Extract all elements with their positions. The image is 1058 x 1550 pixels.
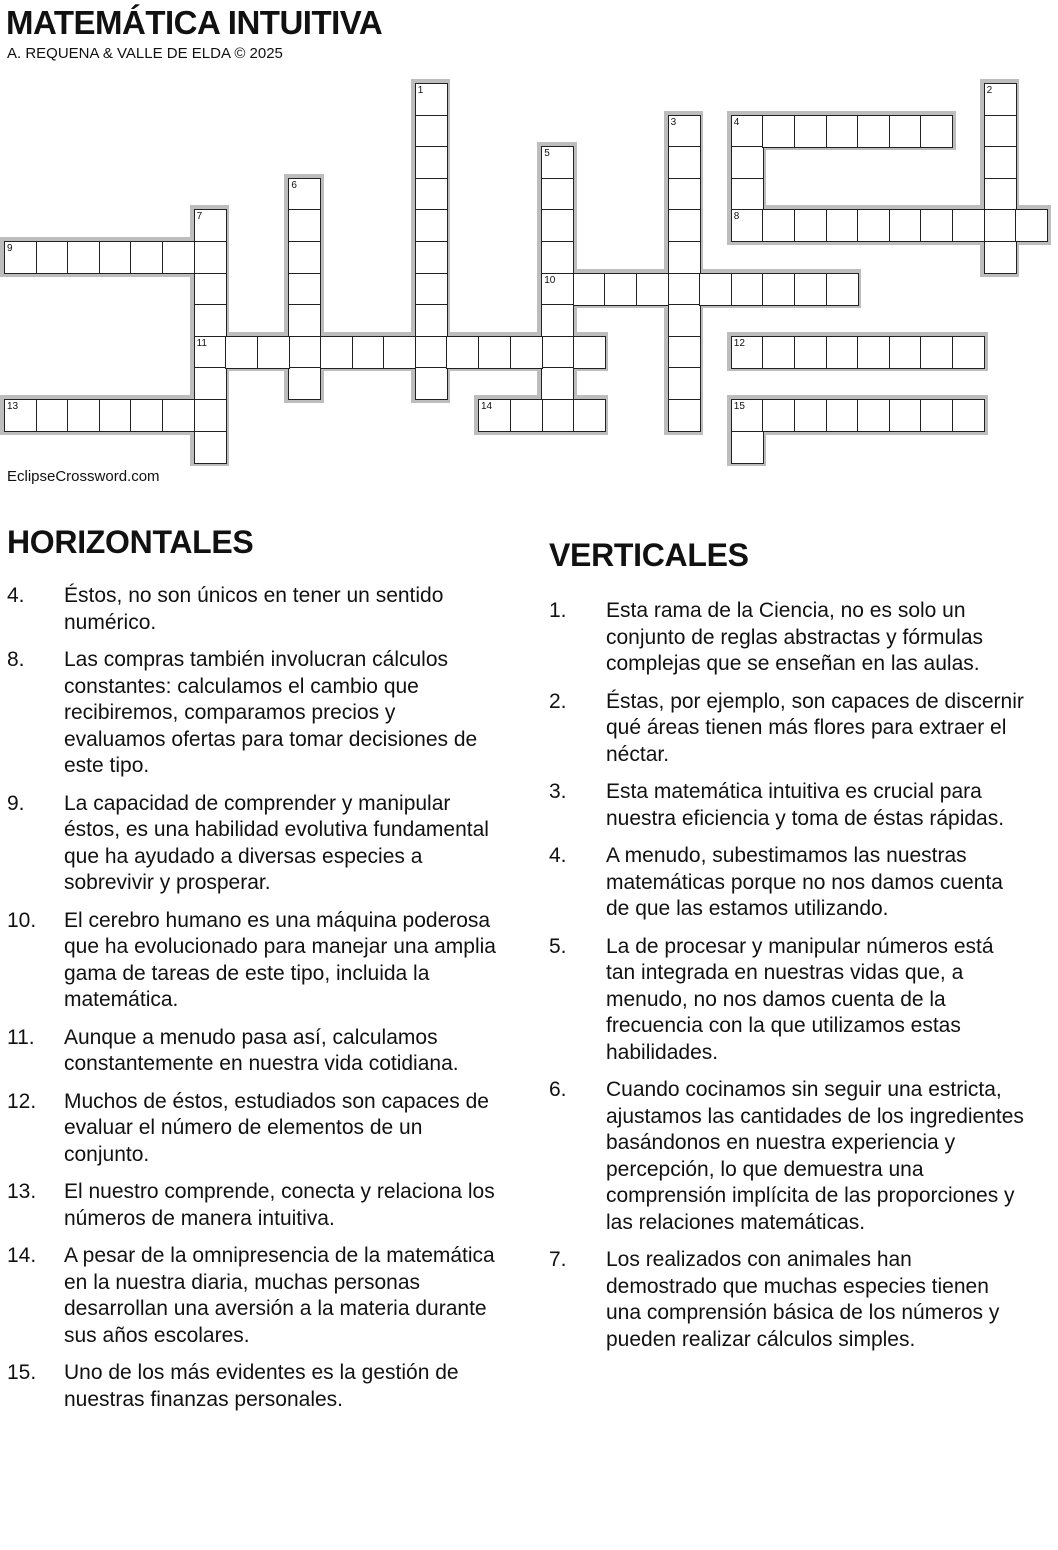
- cell-number: 9: [7, 243, 13, 254]
- grid-cell[interactable]: [99, 399, 132, 432]
- grid-cell[interactable]: [541, 304, 574, 337]
- cell-number: 10: [544, 274, 556, 286]
- grid-cell[interactable]: [446, 336, 479, 369]
- clue-number: 12.: [7, 1089, 37, 1113]
- grid-cell[interactable]: [699, 273, 732, 306]
- grid-cell[interactable]: [857, 336, 890, 369]
- grid-cell[interactable]: [762, 209, 795, 242]
- clue-text: Éstas, por ejemplo, son capaces de discernir qué áreas tienen más flores para extraer el néctar.: [606, 689, 1024, 766]
- clue-number: 14.: [7, 1244, 37, 1267]
- grid-cell[interactable]: [383, 336, 416, 369]
- grid-cell[interactable]: [194, 273, 227, 306]
- clue-text: El cerebro humano es una máquina poderosa que ha evolucionado para manejar una amplia gama de tareas de este tipo, incluida la matemática.: [64, 908, 496, 1011]
- down-clue: [549, 598, 1027, 678]
- grid-cell[interactable]: [478, 336, 511, 369]
- cell-number: 5: [544, 148, 550, 160]
- grid-cell[interactable]: [162, 241, 195, 274]
- grid-cell[interactable]: [636, 273, 669, 306]
- grid-cell[interactable]: [826, 115, 859, 148]
- clue-number: 7.: [549, 1248, 567, 1271]
- site-credit: EclipseCrossword.com: [7, 468, 160, 485]
- grid-cell[interactable]: [889, 115, 922, 148]
- down-clue-list: [549, 598, 1027, 1353]
- across-clues-section: [7, 524, 497, 1424]
- down-clue: [549, 689, 1027, 769]
- grid-cell[interactable]: [857, 209, 890, 242]
- across-clue: [7, 583, 497, 636]
- grid-cell[interactable]: [984, 178, 1017, 211]
- grid-cell[interactable]: [573, 399, 606, 432]
- grid-cell[interactable]: [415, 336, 448, 369]
- grid-cell[interactable]: [794, 209, 827, 242]
- across-clue: [7, 647, 497, 780]
- grid-cell[interactable]: [510, 399, 543, 432]
- clue-number: 3.: [549, 780, 567, 803]
- crossword-grid: [0, 0, 1058, 480]
- grid-cell[interactable]: [794, 273, 827, 306]
- grid-cell[interactable]: [826, 273, 859, 306]
- clue-number: 11.: [7, 1025, 35, 1049]
- grid-cell[interactable]: [668, 399, 701, 432]
- grid-cell[interactable]: [984, 146, 1017, 179]
- grid-cell[interactable]: [794, 336, 827, 369]
- grid-cell[interactable]: [794, 115, 827, 148]
- grid-cell[interactable]: [668, 367, 701, 400]
- grid-cell[interactable]: [889, 399, 922, 432]
- down-clue: [549, 1247, 1027, 1353]
- grid-cell[interactable]: [762, 115, 795, 148]
- clue-text: Los realizados con animales han demostrado que muchas especies tienen una comprensión básica de los números y pueden realizar cálculos simples.: [606, 1248, 1000, 1351]
- grid-cell[interactable]: [288, 273, 321, 306]
- grid-cell[interactable]: [1015, 209, 1048, 242]
- grid-cell[interactable]: [415, 273, 448, 306]
- clue-number: 5.: [549, 934, 567, 958]
- clue-text: Cuando cocinamos sin seguir una estricta, ajustamos las cantidades de los ingredientes basándonos en nuestra experiencia y percepción, lo que demuestra una comprensión implícita de las proporciones y las relaciones matemáticas.: [606, 1078, 1024, 1234]
- grid-cell[interactable]: [889, 209, 922, 242]
- cell-number: 1: [417, 85, 424, 96]
- grid-cell[interactable]: [415, 241, 448, 274]
- grid-cell[interactable]: [194, 304, 227, 337]
- grid-cell[interactable]: [541, 178, 574, 211]
- clue-text: Muchos de éstos, estudiados son capaces de evaluar el número de elementos de un conjunto.: [64, 1089, 489, 1166]
- grid-cell[interactable]: [288, 209, 321, 242]
- clue-text: A menudo, subestimamos las nuestras matemáticas porque no nos damos cuenta de que las estamos utilizando.: [606, 844, 1003, 920]
- across-clue: [7, 1243, 497, 1349]
- grid-cell[interactable]: [731, 431, 764, 464]
- clue-text: Aunque a menudo pasa así, calculamos constantemente en nuestra vida cotidiana.: [64, 1025, 459, 1075]
- cell-number: 12: [733, 337, 745, 349]
- grid-cell[interactable]: [668, 178, 701, 211]
- grid-cell[interactable]: [415, 209, 448, 242]
- across-clue: [7, 1179, 497, 1232]
- across-clue: [7, 1089, 497, 1169]
- clue-number: 4.: [549, 844, 567, 867]
- grid-cell[interactable]: [99, 241, 132, 274]
- cell-number: 11: [196, 337, 207, 349]
- grid-cell[interactable]: [257, 336, 290, 369]
- clue-text: Esta rama de la Ciencia, no es solo un conjunto de reglas abstractas y fórmulas complejas que se enseñan en las aulas.: [606, 599, 984, 675]
- down-clue: [549, 1077, 1027, 1236]
- grid-cell[interactable]: [762, 336, 795, 369]
- clue-number: 6.: [549, 1078, 567, 1101]
- grid-cell[interactable]: [288, 304, 321, 337]
- across-clue-list: [7, 583, 497, 1413]
- across-clue: [7, 908, 497, 1014]
- clue-number: 9.: [7, 791, 25, 815]
- grid-cell[interactable]: [194, 241, 227, 274]
- cell-number: 8: [733, 211, 740, 223]
- clue-number: 1.: [549, 599, 567, 622]
- page-title: MATEMÁTICA INTUITIVA: [6, 4, 383, 41]
- clue-text: A pesar de la omnipresencia de la matemática en la nuestra diaria, muchas personas desarrollan una aversión a la materia durante sus años escolares.: [64, 1244, 495, 1347]
- grid-cell[interactable]: [668, 273, 701, 306]
- grid-cell[interactable]: [731, 146, 764, 179]
- grid-cell[interactable]: [510, 336, 543, 369]
- clue-text: Esta matemática intuitiva es crucial para nuestra eficiencia y toma de éstas rápidas.: [606, 780, 1005, 830]
- grid-cell[interactable]: [984, 241, 1017, 274]
- grid-cell[interactable]: [320, 336, 353, 369]
- grid-cell[interactable]: [541, 367, 574, 400]
- down-heading: VERTICALES: [549, 537, 749, 573]
- grid-cell[interactable]: [288, 336, 321, 369]
- grid-cell[interactable]: [352, 336, 385, 369]
- clue-number: 10.: [7, 908, 37, 932]
- grid-cell[interactable]: [920, 115, 953, 148]
- grid-cell[interactable]: [731, 178, 764, 211]
- author-credit: A. REQUENA & VALLE DE ELDA © 2025: [7, 45, 283, 62]
- grid-cell[interactable]: [130, 241, 163, 274]
- across-clue: [7, 1025, 497, 1078]
- grid-cell[interactable]: [194, 367, 227, 400]
- grid-cell[interactable]: [194, 431, 227, 464]
- down-clue: [549, 779, 1027, 832]
- grid-cell[interactable]: [541, 241, 574, 274]
- grid-cell[interactable]: [415, 115, 448, 148]
- grid-cell[interactable]: [762, 399, 795, 432]
- cell-number: 14: [481, 401, 493, 412]
- grid-cell[interactable]: [541, 399, 574, 432]
- cell-number: 3: [670, 116, 677, 128]
- grid-cell[interactable]: [952, 336, 985, 369]
- clue-number: 8.: [7, 648, 25, 671]
- grid-cell[interactable]: [668, 241, 701, 274]
- grid-cell[interactable]: [36, 241, 69, 274]
- clue-text: La de procesar y manipular números está tan integrada en nuestras vidas que, a menudo, no nos damos cuenta de la frecuencia con la que utilizamos estas habilidades.: [606, 934, 994, 1064]
- clue-number: 15.: [7, 1361, 37, 1384]
- down-clues-section: [549, 537, 1027, 1364]
- grid-cell[interactable]: [36, 399, 69, 432]
- grid-cell[interactable]: [889, 336, 922, 369]
- grid-cell[interactable]: [952, 399, 985, 432]
- clue-text: Uno de los más evidentes es la gestión de nuestras finanzas personales.: [64, 1361, 459, 1411]
- across-heading: HORIZONTALES: [7, 524, 254, 560]
- grid-cell[interactable]: [857, 399, 890, 432]
- grid-cell[interactable]: [668, 146, 701, 179]
- down-clue: [549, 934, 1027, 1067]
- grid-cell[interactable]: [794, 399, 827, 432]
- grid-cell[interactable]: [541, 209, 574, 242]
- grid-cell[interactable]: [573, 273, 606, 306]
- grid-cell[interactable]: [541, 336, 574, 369]
- grid-cell[interactable]: [415, 146, 448, 179]
- grid-cell[interactable]: [573, 336, 606, 369]
- grid-cell[interactable]: [604, 273, 637, 306]
- grid-cell[interactable]: [731, 273, 764, 306]
- cell-number: 13: [7, 401, 19, 412]
- grid-cell[interactable]: [920, 399, 953, 432]
- grid-cell[interactable]: [67, 241, 100, 274]
- clue-text: El nuestro comprende, conecta y relaciona los números de manera intuitiva.: [64, 1180, 495, 1230]
- grid-cell[interactable]: [668, 304, 701, 337]
- grid-cell[interactable]: [952, 209, 985, 242]
- grid-cell[interactable]: [415, 367, 448, 400]
- grid-cell[interactable]: [288, 241, 321, 274]
- clue-text: Éstos, no son únicos en tener un sentido numérico.: [64, 584, 444, 634]
- grid-cell[interactable]: [920, 209, 953, 242]
- grid-cell[interactable]: [826, 336, 859, 369]
- grid-cell[interactable]: [288, 367, 321, 400]
- cell-number: 4: [733, 116, 740, 128]
- grid-cell[interactable]: [668, 336, 701, 369]
- clue-number: 13.: [7, 1180, 37, 1203]
- grid-cell[interactable]: [415, 304, 448, 337]
- grid-cell[interactable]: [668, 209, 701, 242]
- grid-cell[interactable]: [162, 399, 195, 432]
- clue-text: La capacidad de comprender y manipular éstos, es una habilidad evolutiva fundamental que ha ayudado a diversas especies a sobrevivir y prosperar.: [64, 791, 489, 894]
- grid-cell[interactable]: [67, 399, 100, 432]
- clue-text: Las compras también involucran cálculos constantes: calculamos el cambio que recibiremos, comparamos precios y evaluamos ofertas para tomar decisiones de este tipo.: [64, 648, 478, 777]
- clue-number: 2.: [549, 689, 567, 713]
- cell-number: 7: [196, 211, 203, 223]
- cell-number: 2: [986, 85, 993, 96]
- cell-number: 15: [733, 401, 745, 412]
- across-clue: [7, 791, 497, 897]
- cell-number: 6: [291, 179, 297, 191]
- grid-cell[interactable]: [984, 209, 1017, 242]
- grid-cell[interactable]: [130, 399, 163, 432]
- grid-cell[interactable]: [762, 273, 795, 306]
- down-clue: [549, 843, 1027, 923]
- grid-cell[interactable]: [920, 336, 953, 369]
- clue-number: 4.: [7, 584, 25, 607]
- grid-cell[interactable]: [826, 209, 859, 242]
- grid-cell[interactable]: [857, 115, 890, 148]
- grid-cell[interactable]: [415, 178, 448, 211]
- grid-cell[interactable]: [826, 399, 859, 432]
- grid-cell[interactable]: [194, 399, 227, 432]
- across-clue: [7, 1360, 497, 1413]
- grid-cell[interactable]: [984, 115, 1017, 148]
- grid-cell[interactable]: [225, 336, 258, 369]
